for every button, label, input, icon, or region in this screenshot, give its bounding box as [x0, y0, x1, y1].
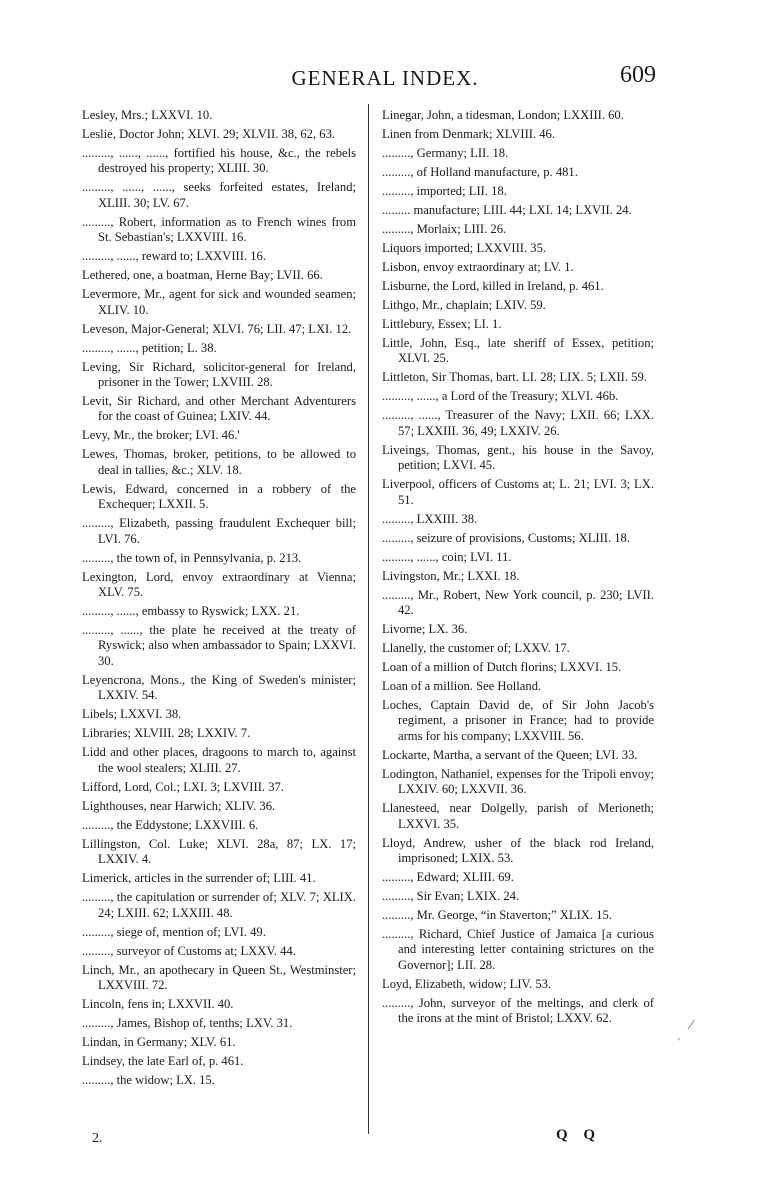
index-entry: Liveings, Thomas, gent., his house in the Savoy, petition; LXVI. 45.: [382, 442, 654, 473]
index-entry: Lisburne, the Lord, killed in Ireland, p. 461.: [382, 279, 604, 293]
index-entry: Lodington, Nathaniel, expenses for the Tripoli envoy; LXXIV. 60; LXXVII. 36.: [382, 766, 654, 797]
index-entry: Lincoln, fens in; LXXVII. 40.: [82, 996, 234, 1011]
index-entry: Lifford, Lord, Col.; LXI. 3; LXVIII. 37.: [82, 779, 284, 794]
index-entry: Leslie, Doctor John; XLVI. 29; XLVII. 38, 62, 63.: [82, 127, 336, 141]
index-entry: ........., James, Bishop of, tenths; LXV. 31.: [82, 1015, 293, 1030]
index-entry: Leyencrona, Mons., the King of Sweden's minister; LXXIV. 54.: [82, 672, 356, 703]
index-entry: Liverpool, officers of Customs at; L. 21; LVI. 3; LX. 51.: [382, 477, 654, 507]
index-entry: ........., ......, the plate he received at the treaty of Ryswick; also when ambassador to Spain; LXXVI. 30.: [82, 623, 356, 668]
index-entry: Linen from Denmark; XLVIII. 46.: [382, 127, 556, 141]
index-entry: Loches, Captain David de, of Sir John Jacob's regiment, a prisoner in France; had to provide arms for his company; LXXVIII. 56.: [382, 698, 654, 743]
index-entry: ........., ......, ......, fortified his house, &c., the rebels destroyed his property; XLIII. 30.: [82, 146, 356, 176]
index-entry: ........., Morlaix; LIII. 26.: [382, 222, 507, 236]
index-entry: Leveson, Major-General; XLVI. 76; LII. 47; LXI. 12.: [82, 321, 352, 336]
index-entry: ........., the Eddystone; LXXVIII. 6.: [82, 817, 259, 832]
index-entry: Lloyd, Andrew, usher of the black rod Ireland, imprisoned; LXIX. 53.: [382, 835, 654, 866]
index-entry: Llanelly, the customer of; LXXV. 17.: [382, 641, 570, 656]
index-entry: Libraries; XLVIII. 28; LXXIV. 7.: [82, 726, 251, 741]
index-entry: Lesley, Mrs.; LXXVI. 10.: [82, 108, 213, 122]
index-entry: ........., John, surveyor of the meltings, and clerk of the irons at the mint of Bristol; LXXV. 62.: [382, 995, 654, 1026]
index-entry: Lillingston, Col. Luke; XLVI. 28a, 87; LX. 17; LXXIV. 4.: [82, 836, 356, 867]
index-entry: ........., imported; LII. 18.: [382, 184, 507, 198]
index-entry: Leving, Sir Richard, solicitor-general for Ireland, prisoner in the Tower; LXVIII. 28.: [82, 359, 356, 390]
index-entry: ........., the capitulation or surrender of; XLV. 7; XLIX. 24; LXIII. 62; LXXIII. 48.: [82, 890, 356, 920]
index-entry: ........., ......, coin; LVI. 11.: [382, 549, 512, 564]
index-entry: Linch, Mr., an apothecary in Queen St., Westminster; LXXVIII. 72.: [82, 962, 356, 992]
index-entry: Libels; LXXVI. 38.: [82, 707, 182, 722]
index-entry: ........., Robert, information as to French wines from St. Sebastian's; LXXVIII. 16.: [82, 214, 356, 245]
index-entry: Limerick, articles in the surrender of; LIII. 41.: [82, 871, 316, 886]
index-entry: Liquors imported; LXXVIII. 35.: [382, 241, 547, 255]
index-entry: ........., the town of, in Pennsylvania, p. 213.: [82, 550, 302, 565]
index-entry: ........., Sir Evan; LXIX. 24.: [382, 889, 520, 904]
margin-mark: ⁄: [690, 1018, 693, 1033]
index-entry: Livorne; LX. 36.: [382, 622, 468, 637]
index-entry: ........., Elizabeth, passing fraudulent Exchequer bill; LVI. 76.: [82, 516, 356, 546]
index-entry: Livingston, Mr.; LXXI. 18.: [382, 568, 520, 583]
column-divider: [368, 104, 369, 1134]
index-entry: ......... manufacture; LIII. 44; LXI. 14; LXVII. 24.: [382, 203, 632, 217]
index-entry: Loan of a million. See Holland.: [382, 679, 542, 694]
index-entry: ........., ......, petition; L. 38.: [82, 340, 217, 355]
index-entry: Littleton, Sir Thomas, bart. LI. 28; LIX. 5; LXII. 59.: [382, 370, 647, 385]
index-entry: ........., of Holland manufacture, p. 481.: [382, 165, 578, 179]
index-entry: ........., the widow; LX. 15.: [82, 1072, 215, 1087]
index-entry: ........., LXXIII. 38.: [382, 511, 478, 526]
index-entry: ........., ......, embassy to Ryswick; LXX. 21.: [82, 604, 300, 619]
page-number: 609: [620, 62, 656, 88]
index-entry: ........., seizure of provisions, Customs; XLIII. 18.: [382, 530, 631, 545]
index-entry: ........., surveyor of Customs at; LXXV. 44.: [82, 943, 296, 958]
index-entry: Lindsey, the late Earl of, p. 461.: [82, 1053, 244, 1068]
index-entry: Loan of a million of Dutch florins; LXXVI. 15.: [382, 660, 622, 675]
sheet-mark: Q Q: [556, 1127, 602, 1143]
index-entry: ........., ......, reward to; LXXVIII. 16.: [82, 249, 266, 264]
index-entry: Lewis, Edward, concerned in a robbery of the Exchequer; LXXII. 5.: [82, 481, 356, 512]
index-entry: Lithgo, Mr., chaplain; LXIV. 59.: [382, 298, 546, 312]
index-entry: Lexington, Lord, envoy extraordinary at Vienna; XLV. 75.: [82, 569, 356, 600]
margin-mark: ': [678, 1037, 680, 1048]
index-entry: ........., Edward; XLIII. 69.: [382, 870, 514, 885]
index-entry: Levy, Mr., the broker; LVI. 46.': [82, 428, 240, 443]
index-entry: Littlebury, Essex; LI. 1.: [382, 317, 502, 331]
page-title: GENERAL INDEX.: [291, 66, 479, 90]
index-entry: ........., ......, Treasurer of the Navy; LXII. 66; LXX. 57; LXXIII. 36, 49; LXXIV. 26.: [382, 408, 654, 438]
index-entry: ........., Mr. George, “in Staverton;” XLIX. 15.: [382, 908, 612, 923]
index-entry: Little, John, Esq., late sheriff of Essex, petition; XLVI. 25.: [382, 336, 654, 366]
index-column-left: [82, 108, 356, 1092]
index-entry: Lisbon, envoy extraordinary at; LV. 1.: [382, 260, 574, 274]
index-entry: Levermore, Mr., agent for sick and wounded seamen; XLIV. 10.: [82, 287, 356, 317]
index-entry: Lidd and other places, dragoons to march to, against the wool stealers; XLIII. 27.: [82, 745, 356, 775]
index-entry: Lockarte, Martha, a servant of the Queen; LVI. 33.: [382, 747, 638, 762]
index-entry: ........., siege of, mention of; LVI. 49.: [82, 924, 266, 939]
index-entry: Loyd, Elizabeth, widow; LIV. 53.: [382, 976, 552, 991]
index-entry: ........., Richard, Chief Justice of Jamaica [a curious and interesting letter containing strictures on the Governor]; LII. 28.: [382, 927, 654, 972]
index-entry: ........., ......, ......, seeks forfeited estates, Ireland; XLIII. 30; LV. 67.: [82, 180, 356, 210]
index-entry: ........., ......, a Lord of the Treasury; XLVI. 46b.: [382, 389, 619, 404]
index-column-right: [382, 108, 654, 1030]
index-entry: Lewes, Thomas, broker, petitions, to be allowed to deal in tallies, &c.; XLV. 18.: [82, 447, 356, 477]
index-entry: Linegar, John, a tidesman, London; LXXIII. 60.: [382, 108, 624, 122]
signature-mark: 2.: [92, 1131, 103, 1146]
index-entry: Lethered, one, a boatman, Herne Bay; LVII. 66.: [82, 268, 323, 283]
index-entry: ........., Germany; LII. 18.: [382, 146, 509, 160]
index-entry: ........., Mr., Robert, New York council, p. 230; LVII. 42.: [382, 587, 654, 618]
index-entry: Lindan, in Germany; XLV. 61.: [82, 1034, 236, 1049]
index-entry: Llanesteed, near Dolgelly, parish of Merioneth; LXXVI. 35.: [382, 801, 654, 831]
index-entry: Lighthouses, near Harwich; XLIV. 36.: [82, 798, 276, 813]
index-entry: Levit, Sir Richard, and other Merchant Adventurers for the coast of Guinea; LXIV. 44.: [82, 394, 356, 424]
page-header: [0, 62, 770, 96]
